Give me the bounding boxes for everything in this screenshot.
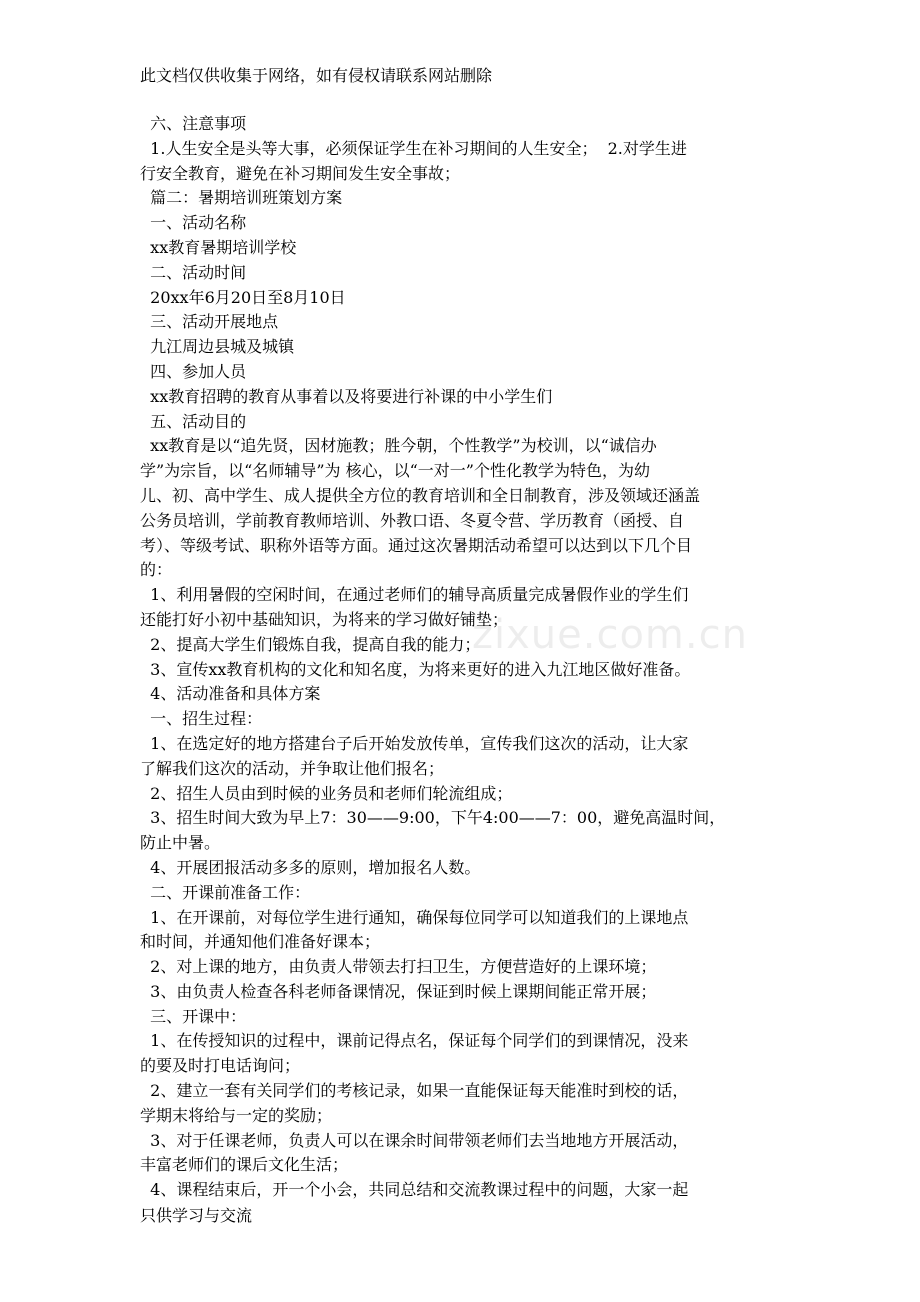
text-line: 20xx年6月20日至8月10日 [140, 287, 346, 307]
text-line: 2、对上课的地方，由负责人带领去打扫卫生，方便营造好的上课环境； [140, 957, 657, 977]
text-line: 五、活动目的 [140, 411, 247, 431]
text-line: 4、活动准备和具体方案 [140, 684, 321, 704]
document-header: 此文档仅供收集于网络，如有侵权请联系网站删除 [140, 66, 493, 85]
text-line: 的要及时打电话询问； [140, 1056, 301, 1076]
text-line: 六、注意事项 [140, 114, 247, 133]
text-line: 了解我们这次的活动，并争取让他们报名； [140, 758, 445, 778]
document-footer: 只供学习与交流 [140, 1206, 253, 1225]
text-line: 1、在传授知识的过程中，课前记得点名，保证每个同学们的到课情况，没来 [140, 1031, 689, 1051]
text-line: 2、提高大学生们锻炼自我，提高自我的能力； [140, 634, 481, 654]
text-line: 二、活动时间 [140, 262, 247, 282]
document-body [140, 112, 790, 1203]
text-line: 一、活动名称 [140, 213, 247, 233]
text-line: 四、参加人员 [140, 361, 247, 381]
text-line: 丰富老师们的课后文化生活； [140, 1155, 349, 1175]
text-line: 和时间，并通知他们准备好课本； [140, 932, 381, 952]
text-line: 三、开课中： [140, 1006, 247, 1026]
text-line: 3、招生时间大致为早上7：30——9:00，下午4:00——7：00，避免高温时间， [140, 808, 726, 828]
text-line: 三、活动开展地点 [140, 312, 279, 332]
text-line: xx教育招聘的教育从事着以及将要进行补课的中小学生们 [140, 386, 553, 406]
text-line: 公务员培训，学前教育教师培训、外教口语、冬夏令营、学历教育（函授、自 [140, 510, 685, 530]
text-line: 行安全教育，避免在补习期间发生安全事故； [140, 163, 461, 183]
text-line: 儿、初、高中学生、成人提供全方位的教育培训和全日制教育，涉及领域还涵盖 [140, 485, 701, 505]
text-line: 4、开展团报活动多多的原则，增加报名人数。 [140, 857, 481, 877]
text-line: 还能打好小初中基础知识，为将来的学习做好铺垫； [140, 609, 509, 629]
text-line: 3、对于任课老师，负责人可以在课余时间带领老师们去当地地方开展活动， [140, 1130, 689, 1150]
text-line: 九江周边县城及城镇 [140, 337, 295, 357]
text-line: 1、在开课前，对每位学生进行通知，确保每位同学可以知道我们的上课地点 [140, 907, 689, 927]
text-line: 一、招生过程： [140, 709, 263, 729]
text-line: 学期末将给与一定的奖励； [140, 1105, 333, 1125]
watermark: zixue.com.cn [472, 612, 748, 658]
text-line: 1、利用暑假的空闲时间，在通过老师们的辅导高质量完成暑假作业的学生们 [140, 585, 689, 605]
text-line: 考）、等级考试、职称外语等方面。通过这次暑期活动希望可以达到以下几个目 [140, 535, 693, 555]
text-line: 二、开课前准备工作： [140, 882, 311, 902]
text-line: 2、招生人员由到时候的业务员和老师们轮流组成； [140, 783, 513, 803]
text-line: 2、建立一套有关同学们的考核记录，如果一直能保证每天能准时到校的话， [140, 1081, 689, 1101]
text-line: 篇二：暑期培训班策划方案 [140, 188, 343, 208]
text-line: 防止中暑。 [140, 833, 221, 853]
text-line: 3、宣传xx教育机构的文化和知名度，为将来更好的进入九江地区做好准备。 [140, 659, 691, 679]
text-line: 1、在选定好的地方搭建台子后开始发放传单，宣传我们这次的活动，让大家 [140, 733, 689, 753]
text-line: 3、由负责人检查各科老师备课情况，保证到时候上课期间能正常开展； [140, 981, 657, 1001]
text-line: 4、课程结束后，开一个小会，共同总结和交流教课过程中的问题，大家一起 [140, 1180, 689, 1200]
text-line: xx教育是以“追先贤，因材施教；胜今朝，个性教学”为校训，以“诚信办 [140, 436, 657, 456]
text-line: 的： [140, 560, 173, 580]
text-line: 1.人生安全是头等大事，必须保证学生在补习期间的人生安全； 2.对学生进 [140, 138, 687, 158]
text-line: xx教育暑期培训学校 [140, 237, 297, 257]
text-line: 学”为宗旨，以“名师辅导”为 核心，以“一对一”个性化教学为特色，为幼 [140, 461, 650, 481]
